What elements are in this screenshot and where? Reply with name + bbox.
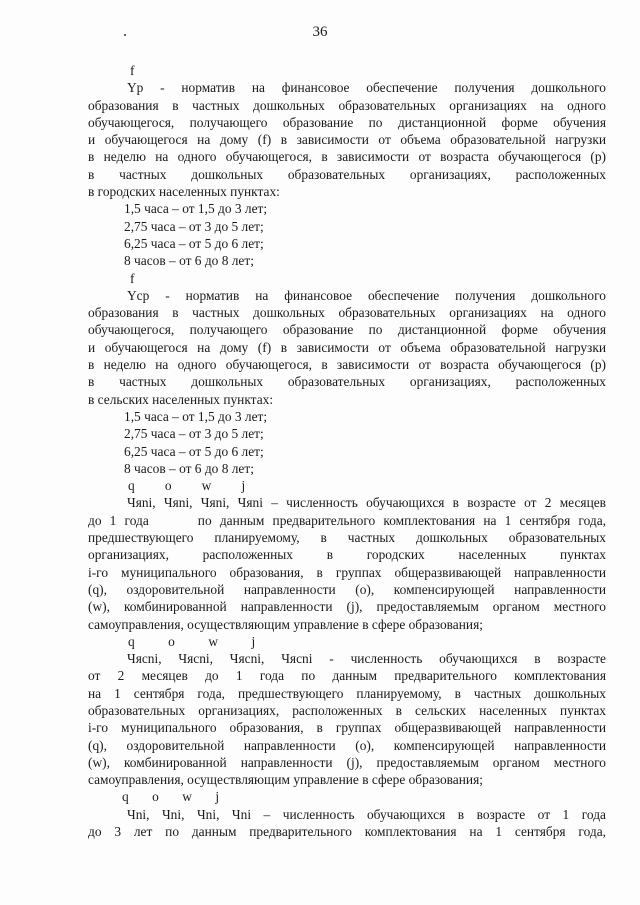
paragraph-line: (q), оздоровительной направленности (о), компенсирующей направленности [88,581,606,597]
list-item: 1,5 часа – от 1,5 до 3 лет; [124,408,268,424]
paragraph-line: (q), оздоровительной направленности (о), компенсирующей направленности [88,737,606,753]
paragraph-line: обучающегося, получающего образование по дистанционной форме обучения [88,322,606,338]
paragraph-line: i-го муниципального образования, в группах общеразвивающей направленности [88,564,606,580]
paragraph-line: в неделю на одного обучающегося, в зависимости от возраста обучающегося (р) [88,149,606,165]
list-item: 2,75 часа – от 3 до 5 лет; [124,426,264,442]
paragraph-line: в частных дошкольных образовательных организациях, расположенных [88,166,606,182]
scan-speck [124,34,126,36]
paragraph-line: (w), комбинированной направленности (j), предоставляемым органом местного [88,754,606,770]
list-item: 8 часов – от 6 до 8 лет; [124,460,254,476]
page-content [88,62,606,840]
paragraph-line: Чni, Чni, Чni, Чni – численность обучающихся в возрасте от 1 года [127,806,606,822]
paragraph-line: организациях, расположенных в городских населенных пунктах [88,547,606,563]
paragraph-line: самоуправления, осуществляющим управление в сфере образования; [88,616,483,632]
superscript-f: f [130,270,135,286]
paragraph-line: образовательных организациях, расположенных в сельских населенных пунктах [88,702,606,718]
superscript-indices: q o w j [122,789,220,805]
paragraph-line: до 3 лет по данным предварительного комплектования на 1 сентября года, [88,824,606,840]
paragraph-line: Чясni, Чясni, Чясni, Чясni - численность обучающихся в возрасте [127,651,606,667]
paragraph-line: предшествующего планируемому, в частных дошкольных образовательных [88,530,606,546]
list-item: 6,25 часа – от 5 до 6 лет; [124,443,264,459]
paragraph-line: Yр - норматив на финансовое обеспечение получения дошкольного [127,80,606,96]
superscript-f: f [130,63,135,78]
paragraph-line: и обучающегося на дому (f) в зависимости от объема образовательной нагрузки [88,132,606,148]
superscript-indices: q o w j [128,478,246,494]
paragraph-line: в частных дошкольных образовательных организациях, расположенных [88,374,606,390]
list-item: 1,5 часа – от 1,5 до 3 лет; [124,201,268,217]
paragraph-line: Чяni, Чяni, Чяni, Чяni – численность обучающихся в возрасте от 2 месяцев [127,495,606,511]
list-item: 2,75 часа – от 3 до 5 лет; [124,218,264,234]
paragraph-line: на 1 сентября года, предшествующего планируемому, в частных дошкольных [88,685,606,701]
paragraph-line: в городских населенных пунктах: [88,184,280,200]
paragraph-line: до 1 года по данным предварительного комплектования на 1 сентября года, [88,512,606,528]
paragraph-line: образования в частных дошкольных образовательных организациях на одного [88,97,606,113]
paragraph-line: i-го муниципального образования, в группах общеразвивающей направленности [88,720,606,736]
paragraph-line: (w), комбинированной направленности (j), предоставляемым органом местного [88,599,606,615]
paragraph-line: обучающегося, получающего образование по дистанционной форме обучения [88,114,606,130]
paragraph-line: Yср - норматив на финансовое обеспечение получения дошкольного [127,287,606,303]
page-number: 36 [312,24,328,40]
paragraph-line: образования в частных дошкольных образовательных организациях на одного [88,305,606,321]
paragraph-line: и обучающегося на дому (f) в зависимости от объема образовательной нагрузки [88,339,606,355]
superscript-indices: q o w j [128,633,256,649]
paragraph-line: от 2 месяцев до 1 года по данным предварительного комплектования [88,668,606,684]
paragraph-line: в неделю на одного обучающегося, в зависимости от возраста обучающегося (р) [88,357,606,373]
list-item: 8 часов – от 6 до 8 лет; [124,253,254,269]
paragraph-line: в сельских населенных пунктах: [88,391,274,407]
list-item: 6,25 часа – от 5 до 6 лет; [124,235,264,251]
paragraph-line: самоуправления, осуществляющим управление в сфере образования; [88,772,483,788]
